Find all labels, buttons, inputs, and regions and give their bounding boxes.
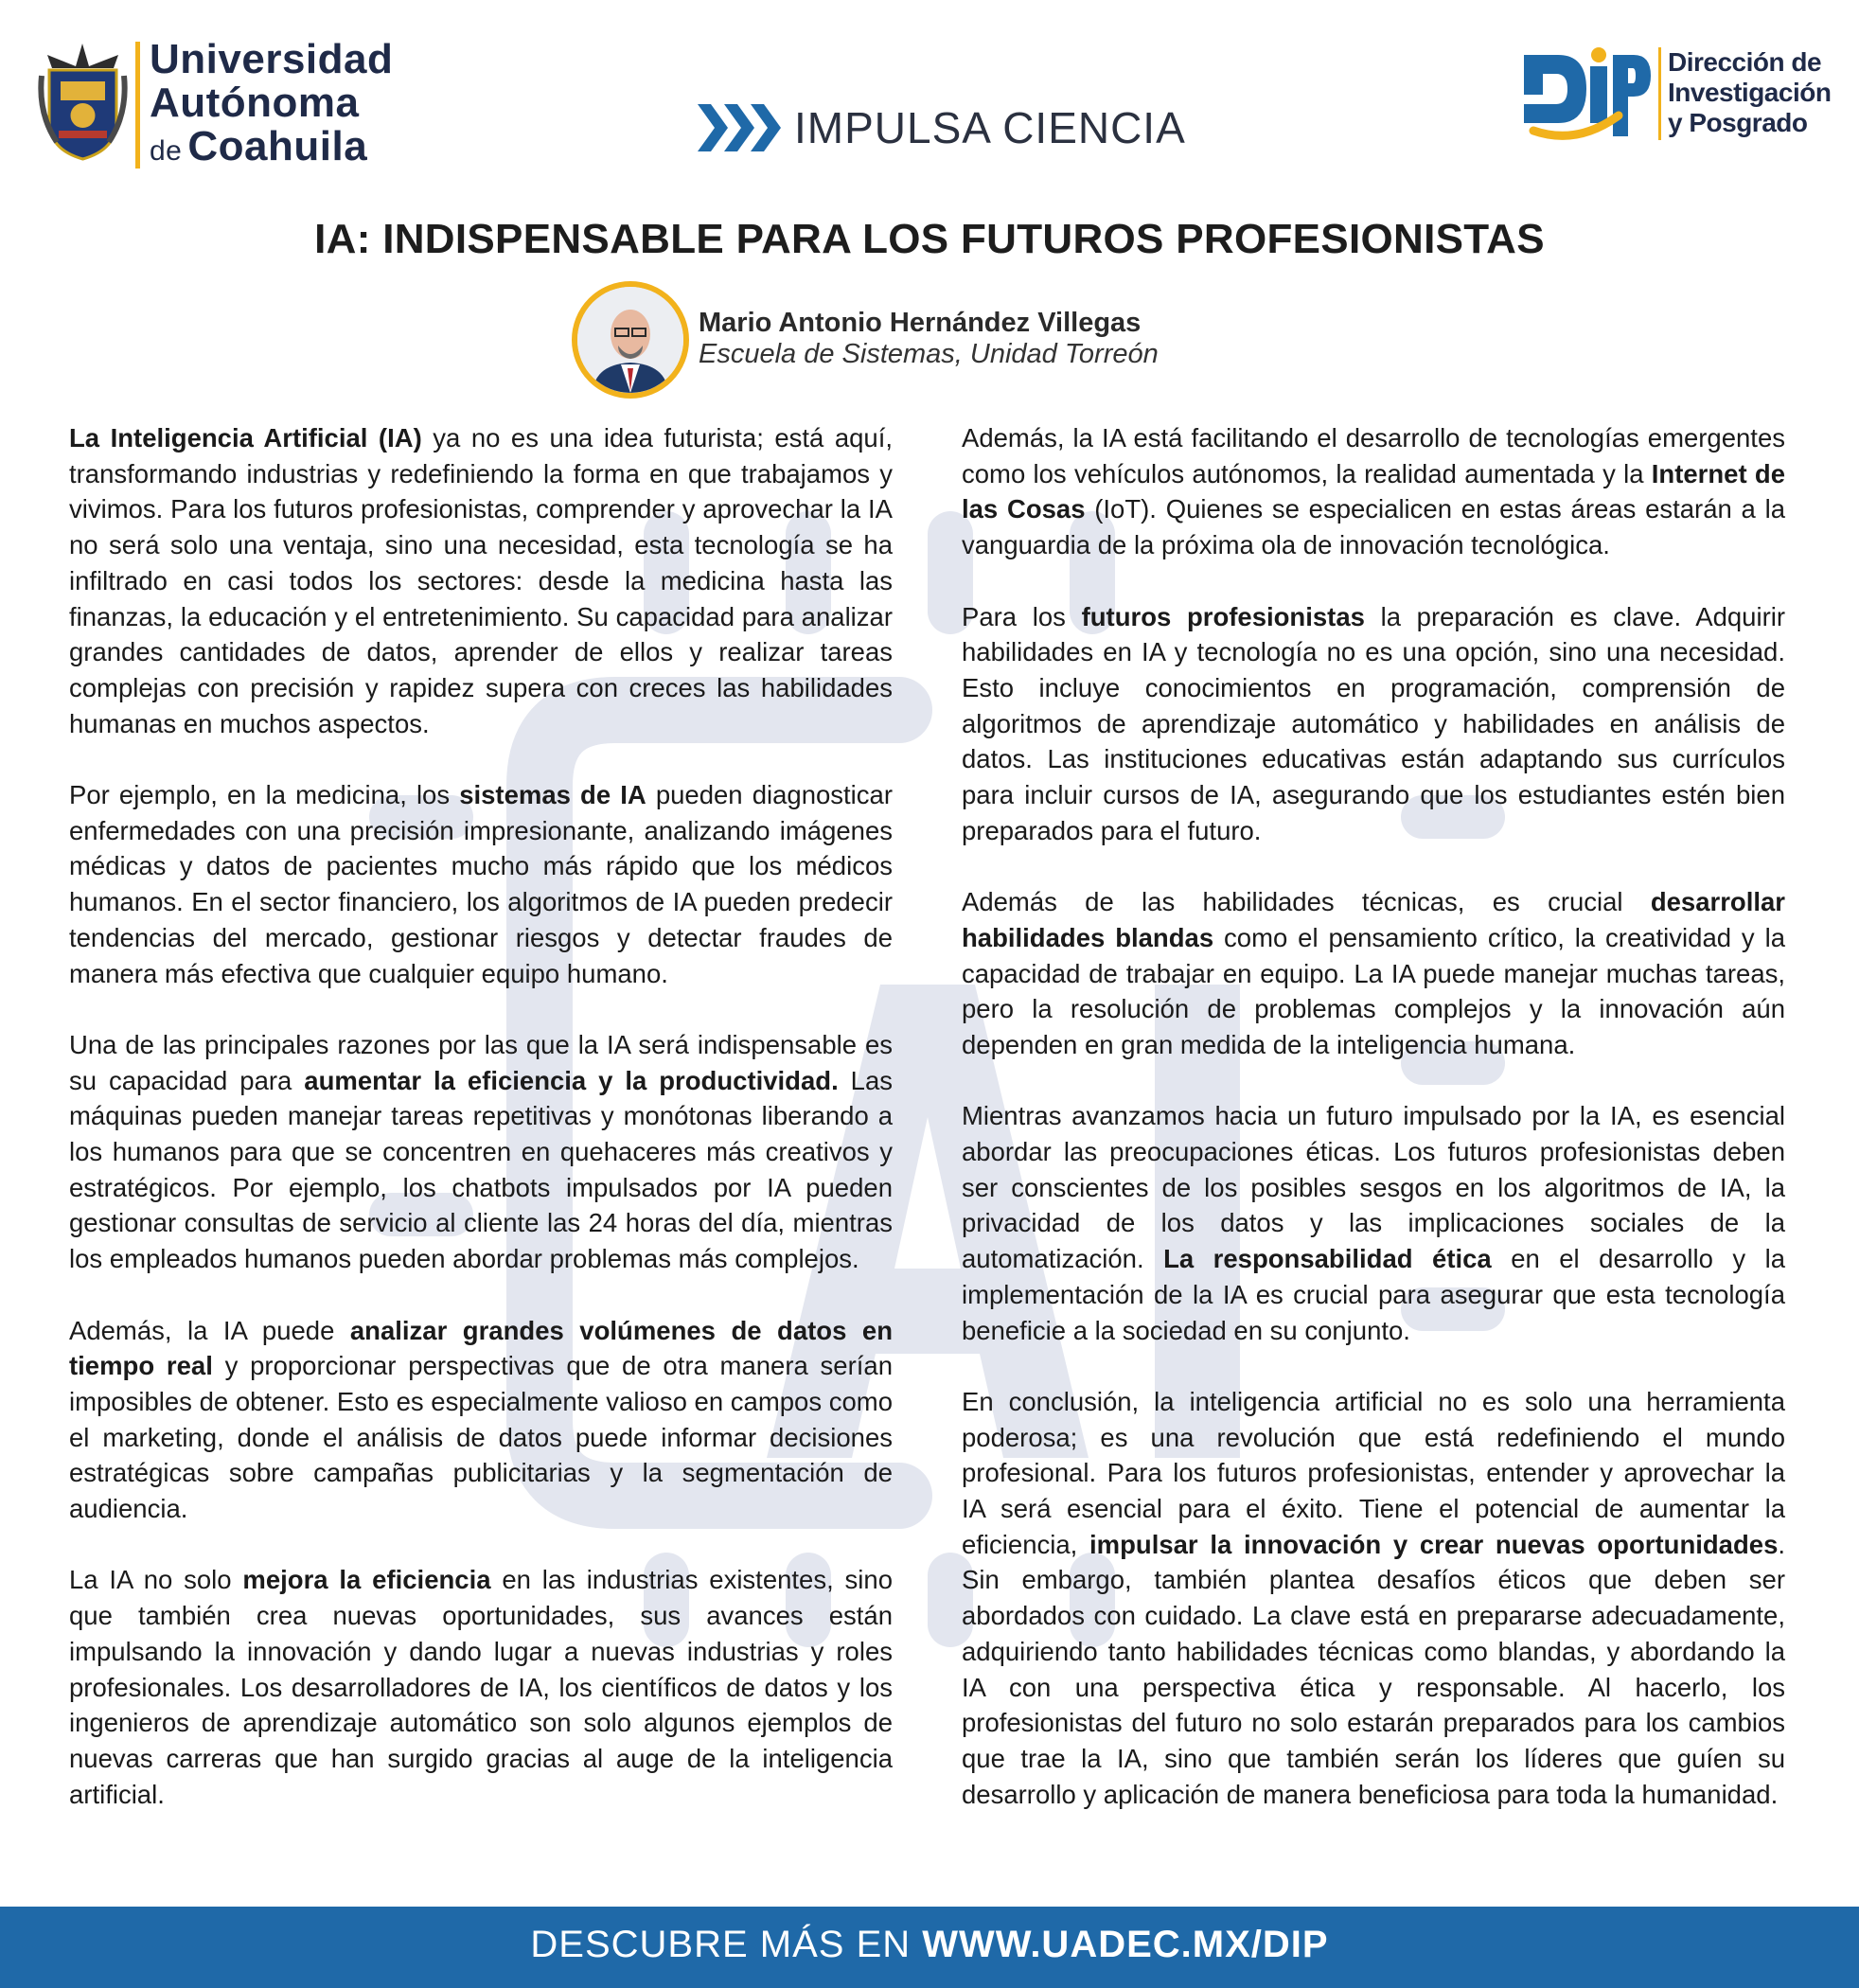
paragraph-etica-text-2: en el desarrollo y la implementación de la IA es crucial para asegurar que esta tecnología beneficie a la sociedad en su conjunto. [962, 1244, 1786, 1345]
author-affiliation: Escuela de Sistemas, Unidad Torreón [699, 339, 1159, 369]
paragraph-conclusion-text-2: . Sin embargo, también plantea desafíos éticos que deben ser abordados con cuidado. La clave está en prepararse adecuadamente, adquiriendo tanto habilidades técnicas como blandas, y abordando la IA con una perspectiva ética y responsable. Al hacerlo, los profesionistas del futuro no solo estarán preparados para los cambios que trae la IA, sino que también serán los líderes que guíen su desarrollo y aplicación de manera beneficiosa para toda la humanidad. [962, 1529, 1785, 1809]
footer-banner [0, 1907, 1859, 1988]
paragraph-etica [962, 1098, 1785, 1348]
paragraph-habilidades-blandas-text-2: como el pensamiento crítico, la creatividad y la capacidad de trabajar en equipo. La IA puede manejar muchas tareas, pero la resolución de problemas complejos y la innovación aún dependen en gran medida de la inteligencia humana. [962, 922, 1785, 1059]
article-right-column [962, 420, 1785, 1848]
section-label-text: IMPULSA CIENCIA [794, 103, 1186, 152]
emphasis-futuros-profesionistas: futuros profesionistas [1081, 601, 1365, 631]
emphasis-eficiencia-productividad: aumentar la eficiencia y la productividad. [304, 1065, 839, 1095]
paragraph-conclusion [962, 1384, 1785, 1812]
paragraph-medicina-text-2: pueden diagnosticar enfermedades con una precisión impresionante, analizando imágenes médicas y datos de pacientes mucho más rápido que los médicos humanos. En el sector financiero, los algoritmos de IA pueden predecir tendencias del mercado, gestionar riesgos y detectar fraudes de manera más efectiva que cualquier equipo humano. [69, 780, 893, 988]
dip-monogram-icon [1520, 45, 1653, 144]
paragraph-conclusion-text-1: En conclusión, la inteligencia artificial no es solo una herramienta poderosa; es una revolución que está redefiniendo el mundo profesional. Para los futuros profesionistas, entender y aprovechar la IA será esencial para el éxito. Tiene el potencial de aumentar la eficiencia, [962, 1386, 1785, 1559]
author-portrait-icon [577, 287, 683, 393]
paragraph-ia-intro [69, 420, 893, 741]
emphasis-habilidades-blandas: desarrollar habilidades blandas [962, 887, 1785, 952]
paragraph-preparacion-text-2: la preparación es clave. Adquirir habilidades en IA y tecnología no es una opción, sino una necesidad. Esto incluye conocimientos en programación, comprensión de algoritmos de aprendizaje automático y habilidades en análisis de datos. Las instituciones educativas están adaptando sus currículos para incluir cursos de IA, asegurando que los estudiantes estén bien preparados para el futuro. [962, 601, 1786, 845]
dip-logo-divider [1658, 47, 1661, 140]
emphasis-mejora-eficiencia: mejora la eficiencia [242, 1565, 491, 1595]
university-name-coahuila: Coahuila [187, 123, 368, 169]
footer-url-link[interactable]: WWW.UADEC.MX/DIP [922, 1924, 1329, 1965]
author-name: Mario Antonio Hernández Villegas [699, 308, 1142, 338]
university-logo-divider [135, 42, 140, 169]
university-name [150, 38, 393, 173]
paragraph-tecnologias-text-1: Además, la IA está facilitando el desarrollo de tecnologías emergentes como los vehículos autónomos, la realidad aumentada y la [962, 423, 1785, 488]
university-logo [38, 38, 398, 170]
dip-name-line-1: Dirección de [1668, 47, 1822, 77]
paragraph-eficiencia-text-2: Las máquinas pueden manejar tareas repetitivas y monótonas liberando a los humanos para que se concentren en quehaceres más creativos y estratégicos. Por ejemplo, los chatbots impulsados por IA pueden gestionar consultas de servicio al cliente las 24 horas del día, mientras los empleados humanos pueden abordar problemas más complejos. [69, 1065, 893, 1274]
paragraph-habilidades-blandas-text-1: Además de las habilidades técnicas, es crucial [962, 887, 1651, 917]
paragraph-eficiencia [69, 1027, 893, 1277]
paragraph-oportunidades-text-2: en las industrias existentes, sino que también crea nuevas oportunidades, sus avances están impulsando la innovación y dando lugar a nuevas industrias y roles profesionales. Los desarrolladores de IA, los científicos de datos y los ingenieros de aprendizaje automático son solo algunos ejemplos de nuevas carreras que han surgido gracias al auge de la inteligencia artificial. [69, 1565, 894, 1809]
paragraph-datos-text-2: y proporcionar perspectivas que de otra manera serían imposibles de obtener. Esto es especialmente valioso en campos como el marketing, donde el análisis de datos puede informar decisiones estratégicas sobre campañas publicitarias y la segmentación de audiencia. [69, 1351, 893, 1524]
paragraph-oportunidades [69, 1562, 893, 1812]
paragraph-preparacion-text-1: Para los [962, 601, 1082, 631]
author-avatar [572, 281, 689, 399]
paragraph-datos-text-1: Además, la IA puede [69, 1315, 350, 1345]
emphasis-datos-tiempo-real: analizar grandes volúmenes de datos en tiempo real [69, 1315, 893, 1381]
paragraph-preparacion [962, 599, 1785, 849]
emphasis-inteligencia-artificial: La Inteligencia Artificial (IA) [69, 423, 422, 453]
paragraph-etica-text-1: Mientras avanzamos hacia un futuro impulsado por la IA, es esencial abordar las preocupaciones éticas. Los futuros profesionistas deben ser conscientes de los posibles sesgos en los algoritmos de IA, la privacidad de los datos y las implicaciones sociales de la automatización. [962, 1101, 1785, 1274]
paragraph-tecnologias-text-2: (IoT). Quienes se especialicen en estas áreas estarán a la vanguardia de la próxima ola de innovación tecnológica. [962, 494, 1785, 560]
article-left-column [69, 420, 893, 1848]
paragraph-eficiencia-text-1: Una de las principales razones por las que la IA será indispensable es su capacidad para [69, 1029, 893, 1095]
paragraph-medicina [69, 777, 893, 991]
paragraph-medicina-text-1: Por ejemplo, en la medicina, los [69, 780, 460, 810]
paragraph-tecnologias [962, 420, 1785, 563]
footer-text [0, 1924, 1859, 1966]
chevrons-icon [696, 102, 783, 153]
paragraph-datos [69, 1313, 893, 1527]
emphasis-impulsar-innovacion: impulsar la innovación y crear nuevas oportunidades [1089, 1529, 1779, 1559]
emphasis-internet-de-las-cosas: Internet de las Cosas [962, 458, 1785, 524]
university-name-line-3 [150, 125, 393, 173]
emphasis-sistemas-de-ia: sistemas de IA [459, 780, 646, 810]
university-name-line-2: Autónoma [150, 80, 360, 126]
paragraph-ia-intro-text: ya no es una idea futurista; está aquí, transformando industrias y redefiniendo la forma en que trabajamos y vivimos. Para los futuros profesionistas, comprender y aprovechar la IA no será solo una ventaja, sino una necesidad, esta tecnología se ha infiltrado en casi todos los sectores: desde la medicina hasta las finanzas, la educación y el entretenimiento. Su capacidad para analizar grandes cantidades de datos, aprender de ellos y realizar tareas complejas con precisión y rapidez supera con creces las habilidades humanas en muchos aspectos. [69, 423, 893, 738]
dip-name-line-3: y Posgrado [1668, 108, 1808, 137]
university-name-line-1: Universidad [150, 36, 394, 82]
paragraph-habilidades-blandas [962, 884, 1785, 1063]
paragraph-oportunidades-text-1: La IA no solo [69, 1565, 243, 1595]
footer-prefix: DESCUBRE MÁS EN [530, 1924, 923, 1965]
dip-name [1668, 47, 1831, 138]
dip-name-line-2: Investigación [1668, 78, 1832, 107]
article-title: IA: INDISPENSABLE PARA LOS FUTUROS PROFESIONISTAS [314, 216, 1545, 262]
emphasis-responsabilidad-etica: La responsabilidad ética [1163, 1244, 1492, 1274]
university-shield-icon [38, 38, 128, 161]
dip-logo [1520, 45, 1832, 150]
university-name-de: de [150, 135, 183, 167]
